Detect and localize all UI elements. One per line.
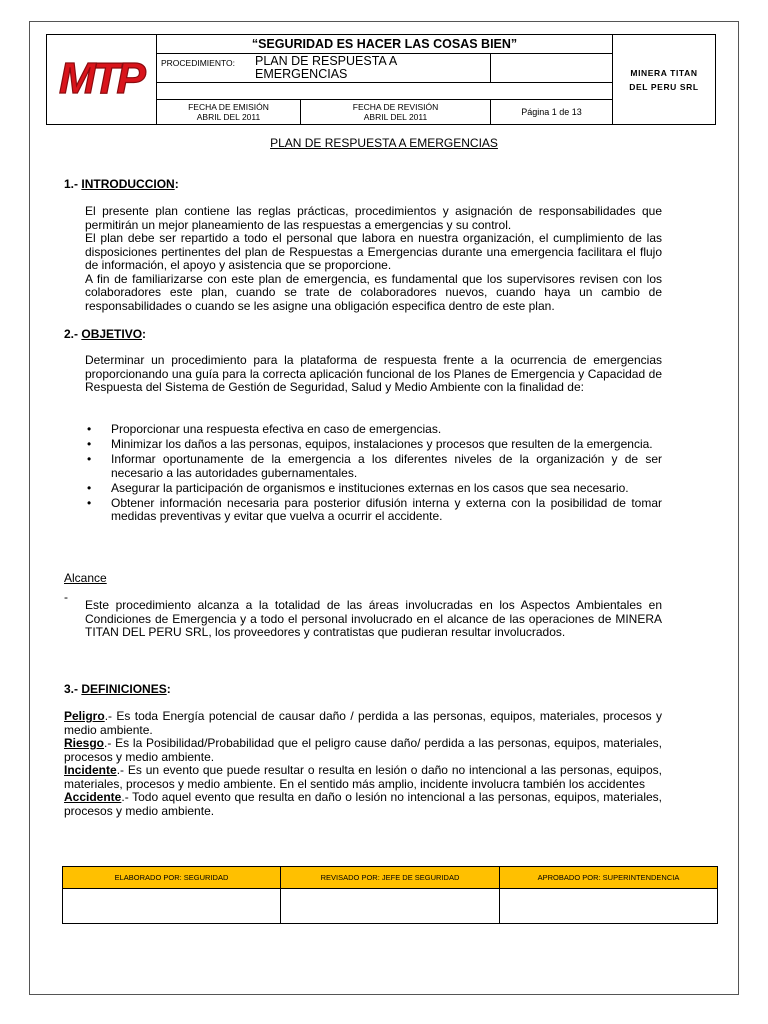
- logo: [47, 35, 157, 124]
- document-header: [46, 34, 716, 125]
- procedure-label: PROCEDIMIENTO:: [161, 58, 235, 68]
- revisado-signature-cell: [281, 889, 500, 923]
- definition-text: .- Todo aquel evento que resulta en daño o lesión no intencional a las personas, equipos, materiales, procesos y medio ambiente.: [64, 790, 662, 818]
- list-item: • Obtener información necesaria para posterior difusión interna y externa con la posibilidad de tomar medidas preventivas y evitar que vuelva a ocurrir el accidente.: [85, 497, 662, 524]
- objective-text: Determinar un procedimiento para la plataforma de respuesta frente a la ocurrencia de emergencias proporcionando una guía para la correcta aplicación funcional de los Planes de Emergencia y Capacidad de Respuesta del Sistema de Gestión de Seguridad, Salud y Medio Ambiente con la finalidad de:: [85, 353, 662, 394]
- objective-heading: 2.- OBJETIVO:: [64, 327, 147, 341]
- scope-text: Este procedimiento alcanza a la totalidad de las áreas involucradas en los Aspectos Ambientales en Condiciones de Emergencia y a todo el personal involucrado en el alcance de las operaciones de MINERA TITAN DEL PERU SRL, los proveedores y contratistas que pudieran resultar involucrados.: [85, 598, 662, 639]
- emission-date-cell: [157, 100, 301, 124]
- aprobado-signature-cell: [500, 889, 717, 923]
- definition-text: .- Es la Posibilidad/Probabilidad que el peligro cause daño/ perdida a las personas, equipos, materiales, procesos y medio ambiente.: [64, 736, 662, 764]
- list-item: • Minimizar los daños a las personas, equipos, instalaciones y procesos que resulten de la emergencia.: [85, 438, 662, 452]
- objective-number: 2.-: [64, 327, 79, 341]
- revision-date-cell: [301, 100, 491, 124]
- intro-paragraph-2: El plan debe ser repartido a todo el personal que labora en nuestra organización, el cumplimiento de las disposiciones pertinentes del plan de Respuestas a Emergencias durante una emergencia facilitara el flujo de información, el apoyo y asistencia que se proporcione.: [85, 231, 662, 272]
- definition-item: [64, 737, 662, 764]
- definitions-number: 3.-: [64, 682, 79, 696]
- definitions-heading: 3.- DEFINICIONES:: [64, 682, 171, 696]
- company-line1: MINERA TITAN: [630, 68, 698, 78]
- emission-label: FECHA DE EMISIÓN: [188, 102, 269, 112]
- list-item: • Asegurar la participación de organismos e instituciones externas en los casos que sea necesario.: [85, 482, 662, 496]
- definitions-heading-text: DEFINICIONES: [81, 682, 167, 696]
- procedure-cell: [157, 54, 491, 83]
- motto: “SEGURIDAD ES HACER LAS COSAS BIEN”: [157, 35, 612, 54]
- list-item: • Proporcionar una respuesta efectiva en caso de emergencias.: [85, 423, 662, 437]
- objective-list: [85, 423, 662, 525]
- scope-dash: -: [64, 590, 68, 604]
- mtp-logo-icon: [47, 35, 155, 123]
- definition-term: Riesgo: [64, 736, 105, 750]
- procedure-title: PLAN DE RESPUESTA A EMERGENCIAS: [255, 54, 397, 81]
- definition-term: Peligro: [64, 709, 105, 723]
- company-line2: DEL PERU SRL: [629, 82, 699, 92]
- approval-table: [62, 866, 718, 924]
- definition-item: [64, 791, 662, 818]
- intro-paragraph-3: A fin de familiarizarse con este plan de emergencia, es fundamental que los supervisores revisen con los colaboradores este plan, cuando se trate de colaboradores nuevos, cuando haya un cambio de responsabilidades o cuando se les asigne una obligación especifica dentro de este plan.: [85, 271, 662, 313]
- definition-term: Accidente: [64, 790, 122, 804]
- procedure-blank-cell: [491, 54, 612, 83]
- definition-item: [64, 764, 662, 791]
- aprobado-header: APROBADO POR: SUPERINTENDENCIA: [500, 867, 717, 889]
- intro-paragraph-1: El presente plan contiene las reglas prácticas, procedimientos y asignación de responsabilidades que permitirán un mejor planeamiento de las respuestas a emergencias y su control.: [85, 204, 662, 232]
- document-title: PLAN DE RESPUESTA A EMERGENCIAS: [270, 136, 498, 150]
- definitions-list: [64, 710, 662, 818]
- definition-term: Incidente: [64, 763, 117, 777]
- definition-item: [64, 710, 662, 737]
- revision-label: FECHA DE REVISIÓN: [352, 102, 439, 112]
- emission-date: ABRIL DEL 2011: [196, 112, 261, 122]
- page-number: Página 1 de 13: [521, 107, 582, 117]
- objective-heading-text: OBJETIVO: [81, 327, 143, 341]
- elaborado-signature-cell: [63, 889, 281, 923]
- blank-row: [157, 83, 612, 100]
- intro-heading-text: INTRODUCCION: [81, 177, 175, 191]
- revision-date: ABRIL DEL 2011: [363, 112, 428, 122]
- scope-heading: Alcance: [64, 571, 107, 585]
- definition-text: .- Es toda Energía potencial de causar daño / perdida a las personas, equipos, materiales, procesos y medio ambiente.: [64, 709, 662, 737]
- revisado-header: REVISADO POR: JEFE DE SEGURIDAD: [281, 867, 500, 889]
- intro-body: [85, 205, 662, 313]
- intro-heading: 1.- INTRODUCCION:: [64, 177, 179, 191]
- elaborado-header: ELABORADO POR: SEGURIDAD: [63, 867, 281, 889]
- definition-text: .- Es un evento que puede resultar o resulta en lesión o daño no intencional a las personas, equipos, materiales, procesos y medio ambiente. En el sentido más amplio, incidente involucra también los accidentes: [64, 763, 662, 791]
- logo-text: MTP: [59, 54, 143, 103]
- list-item: • Informar oportunamente de la emergencia a los diferentes niveles de la organización y de ser necesario a las autoridades gubernamentales.: [85, 453, 662, 480]
- intro-number: 1.-: [64, 177, 79, 191]
- company-name-cell: [612, 35, 715, 124]
